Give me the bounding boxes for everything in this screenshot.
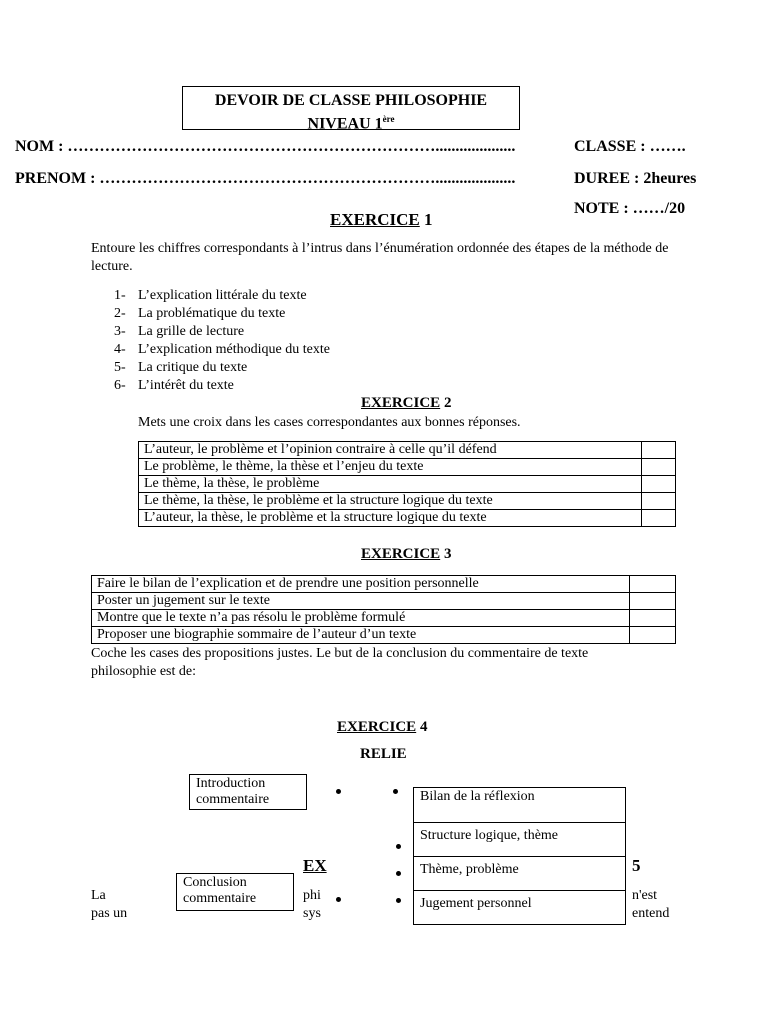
exercice3-title: EXERCICE 3 [361, 546, 452, 562]
exercice3-table [91, 575, 676, 644]
connector-dot[interactable] [336, 789, 341, 794]
table-row: Le problème, le thème, la thèse et l’enjeu du texte [139, 459, 676, 476]
checkbox-cell[interactable] [642, 459, 676, 476]
relie-right-table [413, 787, 626, 925]
list-item: 6- L’intérêt du texte [114, 378, 234, 393]
exam-title: DEVOIR DE CLASSE PHILOSOPHIE [214, 92, 488, 109]
table-row: Le thème, la thèse, le problème [139, 476, 676, 493]
exam-title-box [182, 86, 520, 133]
connector-dot[interactable] [396, 844, 401, 849]
exercice2-title: EXERCICE 2 [361, 395, 452, 411]
relie-right-item[interactable]: Bilan de la réflexion [420, 789, 535, 804]
note-field: NOTE : ……/20 [574, 200, 686, 217]
prenom-field: PRENOM : ……………………………………………………….................... [15, 170, 516, 187]
checkbox-cell[interactable] [642, 493, 676, 510]
list-item: 1- L’explication littérale du texte [114, 288, 307, 303]
text-fragment: entend [632, 906, 670, 921]
list-item: 2- La problématique du texte [114, 306, 286, 321]
connector-dot[interactable] [336, 897, 341, 902]
connector-dot[interactable] [393, 789, 398, 794]
classe-field: CLASSE : ……. [574, 138, 686, 155]
exercice5-number: 5 [632, 856, 641, 875]
relie-left-conclusion[interactable]: Conclusion commentaire [176, 873, 294, 911]
exercice3-instruction-line1: Coche les cases des propositions justes. Le but de la conclusion du commentaire de texte [91, 646, 589, 661]
checkbox-cell[interactable] [630, 593, 676, 610]
exercice1-title: EXERCICE 1 [330, 210, 433, 229]
table-row: Le thème, la thèse, le problème et la structure logique du texte [139, 493, 676, 510]
checkbox-cell[interactable] [642, 442, 676, 459]
text-fragment: n'est [632, 888, 658, 903]
list-item: 4- L’explication méthodique du texte [114, 342, 330, 357]
relie-right-item[interactable]: Jugement personnel [414, 890, 625, 924]
exercice2-table [138, 441, 676, 527]
exercice1-list [114, 287, 330, 395]
relie-left-introduction[interactable]: Introduction commentaire [189, 774, 307, 810]
connector-dot[interactable] [396, 898, 401, 903]
exercice5-title-fragment: EX [303, 856, 327, 875]
exercice4-subtitle: RELIE [360, 746, 407, 762]
table-row: L’auteur, le problème et l’opinion contraire à celle qu’il défend [139, 442, 676, 459]
list-item: 5- La critique du texte [114, 360, 248, 375]
text-fragment: phi [303, 888, 321, 903]
checkbox-cell[interactable] [630, 627, 676, 644]
duree-field: DUREE : 2heures [574, 170, 697, 187]
checkbox-cell[interactable] [642, 476, 676, 493]
table-row: Faire le bilan de l’explication et de prendre une position personnelle [92, 576, 676, 593]
relie-right-item[interactable]: Structure logique, thème [414, 822, 625, 856]
list-item: 3- La grille de lecture [114, 324, 245, 339]
table-row: Montre que le texte n’a pas résolu le problème formulé [92, 610, 676, 627]
nom-field: NOM : …………………………………………………………….................... [15, 138, 516, 155]
exercice3-instruction-line2: philosophie est de: [91, 664, 196, 679]
exercice1-instruction: Entoure les chiffres correspondants à l’intrus dans l’énumération ordonnée des étapes de la méthode de lecture. [91, 241, 669, 274]
checkbox-cell[interactable] [630, 610, 676, 627]
text-fragment: sys [303, 906, 321, 921]
table-row: L’auteur, la thèse, le problème et la structure logique du texte [139, 510, 676, 527]
text-fragment: La [91, 888, 106, 903]
checkbox-cell[interactable] [642, 510, 676, 527]
relie-right-item[interactable]: Thème, problème [414, 856, 625, 890]
connector-dot[interactable] [396, 871, 401, 876]
table-row: Poster un jugement sur le texte [92, 593, 676, 610]
table-row: Proposer une biographie sommaire de l’auteur d’un texte [92, 627, 676, 644]
checkbox-cell[interactable] [630, 576, 676, 593]
exam-level: NIVEAU 1ère [307, 114, 395, 133]
exercice2-instruction: Mets une croix dans les cases correspondantes aux bonnes réponses. [138, 415, 521, 430]
text-fragment: pas un [91, 906, 128, 921]
exercice4-title: EXERCICE 4 [337, 719, 428, 735]
